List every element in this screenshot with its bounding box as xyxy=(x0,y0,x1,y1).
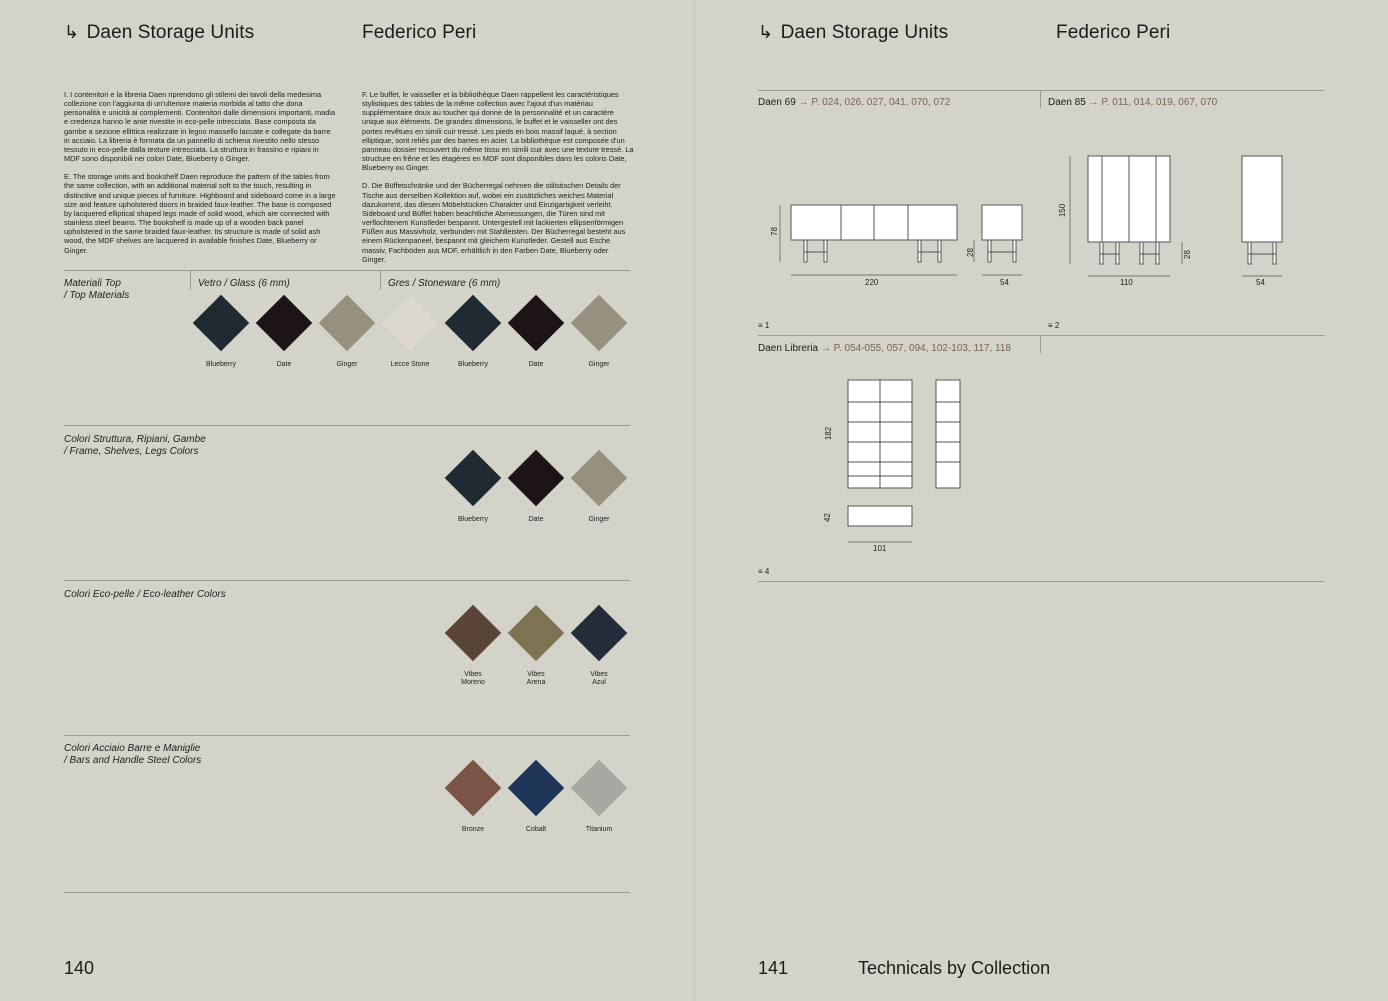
daen-85-front-drawing xyxy=(1064,150,1294,285)
swatch[interactable] xyxy=(571,450,627,523)
right-title-text: Daen Storage Units xyxy=(780,22,949,43)
swatch[interactable] xyxy=(508,450,564,523)
divider xyxy=(64,425,630,426)
divider xyxy=(758,335,1324,336)
swatch[interactable] xyxy=(571,295,627,368)
page-number: 140 xyxy=(64,958,95,978)
swatch[interactable] xyxy=(445,295,501,368)
footer-title: Technicals by Collection xyxy=(858,958,1051,978)
swatch-name: Cobalt xyxy=(525,826,547,833)
leg xyxy=(1248,242,1251,264)
divider xyxy=(1040,90,1041,108)
dim-depth: 54 xyxy=(1000,278,1009,287)
dim-width: 220 xyxy=(865,278,879,287)
swatch-name: Date xyxy=(528,516,544,523)
leg xyxy=(1013,240,1016,262)
swatch-color xyxy=(508,605,565,662)
swatch-color xyxy=(445,295,502,352)
swatch-name: Blueberry xyxy=(458,516,488,523)
product-page-refs[interactable]: → P. 024, 026, 027, 041, 070, 072 xyxy=(798,97,951,108)
product-daen-69[interactable] xyxy=(758,97,950,108)
dim-leg: 28 xyxy=(1182,250,1192,259)
top-materials-label: Materiali Top / Top Materials xyxy=(64,278,130,301)
dim-depth: 42 xyxy=(822,513,832,522)
swatch-name: Lecce Stone xyxy=(390,361,430,368)
swatch-color xyxy=(445,605,502,662)
right-page xyxy=(694,0,1388,1001)
leg xyxy=(918,240,921,262)
swatch-color xyxy=(382,295,439,352)
note-number: 4 xyxy=(764,567,770,576)
right-designer: Federico Peri xyxy=(1056,22,1171,43)
frame-colors-label: Colori Struttura, Ripiani, Gambe / Frame, Shelves, Legs Colors xyxy=(64,434,206,457)
corner-arrow-icon: ↳ xyxy=(758,22,774,42)
bookshelf-top-view xyxy=(848,506,912,526)
eco-leather-label: Colori Eco-pelle / Eco-leather Colors xyxy=(64,589,226,600)
leg xyxy=(824,240,827,262)
swatch-color xyxy=(508,295,565,352)
swatch[interactable] xyxy=(382,295,438,368)
swatch-color xyxy=(193,295,250,352)
swatch-color xyxy=(508,760,565,817)
leg xyxy=(1116,242,1119,264)
swatch-name: Date xyxy=(528,361,544,368)
list-icon: ≡ xyxy=(758,321,763,330)
swatch[interactable] xyxy=(445,605,501,686)
bookshelf-side xyxy=(936,380,960,488)
product-daen-85[interactable] xyxy=(1048,97,1217,108)
divider xyxy=(380,270,381,290)
leg xyxy=(988,240,991,262)
product-page-refs[interactable]: → P. 011, 014, 019, 067, 070 xyxy=(1088,97,1218,108)
left-section-title xyxy=(64,22,254,44)
stoneware-group-label: Gres / Stoneware (6 mm) xyxy=(388,278,501,289)
dim-height: 182 xyxy=(824,426,834,441)
list-icon: ≡ xyxy=(758,567,763,576)
swatch[interactable] xyxy=(445,450,501,523)
swatch-name: Ginger xyxy=(588,361,610,368)
swatch-name: Blueberry xyxy=(458,361,488,368)
steel-colors-label: Colori Acciaio Barre e Maniglie / Bars and Handle Steel Colors xyxy=(64,743,202,766)
glass-group-label: Vetro / Glass (6 mm) xyxy=(198,278,290,289)
product-name: Daen 69 xyxy=(758,97,796,108)
swatch[interactable] xyxy=(256,295,312,368)
swatch-color xyxy=(571,295,628,352)
swatch-color xyxy=(571,760,628,817)
divider xyxy=(758,581,1324,582)
swatch-color xyxy=(319,295,376,352)
daen-69-front-drawing xyxy=(774,195,1034,285)
leg xyxy=(1100,242,1103,264)
swatch-name: Titanium xyxy=(585,826,613,833)
dim-width: 101 xyxy=(873,544,887,553)
list-icon: ≡ xyxy=(1048,321,1053,330)
swatch[interactable] xyxy=(508,760,564,833)
swatch-color xyxy=(571,605,628,662)
divider xyxy=(190,270,191,290)
swatch-name: Vibes Arena xyxy=(526,671,546,686)
swatch-name: Blueberry xyxy=(206,361,236,368)
note-number: 1 xyxy=(764,321,770,330)
intro-french: F. Le buffet, le vaisseller et la bibliothèque Daen rappellent les caractéristiques stylistiques des tables de la même collection avec l'ajout d'un matériau supplémentaire doux au toucher qui donne de la personnalité et un caractère unique aux éléments. De grandes dimensions, le buffet et le vaisseller ont des portes revêtues en simili cuir tressé. Les pieds en bois massif laqué, à section elliptique, sont reliés par des barres en acier. La bibliothèque est composée d'un panneau dossier recouvert du même tissu en simili cuir avec une texture tressé. La structure en frêne et les étagères en MDF sont disponibles dans les coloris Date, Blueberry ou Ginger. xyxy=(362,90,634,173)
dim-height: 150 xyxy=(1058,203,1068,218)
swatch-name: Vibes Moreno xyxy=(461,671,485,686)
swatch-color xyxy=(571,450,628,507)
product-daen-libreria[interactable] xyxy=(758,343,1011,354)
swatch-name: Ginger xyxy=(588,516,610,523)
intro-english: E. The storage units and bookshelf Daen reproduce the pattern of the tables from the same collection, with an additional material soft to the touch, resulting in distinctive and unique pieces of furniture. Highboard and sideboard come in a large size and feature upholstered doors in braided faux-leather. The base is composed by lacquered elliptical shaped legs made of solid wood, which are connected with stainless steel beams. The bookshelf is made up of a wooden back panel upholstered in the same braided faux-leather. Its structure is made of solid ash wood, the MDF shelves are lacquered in available finishes Date, Blueberry or Ginger. xyxy=(64,172,336,255)
divider xyxy=(1040,335,1041,353)
dim-width: 110 xyxy=(1120,278,1133,287)
swatch-color xyxy=(445,450,502,507)
left-title-text: Daen Storage Units xyxy=(86,22,255,43)
divider xyxy=(758,90,1324,91)
product-name: Daen Libreria xyxy=(758,343,819,354)
swatch-name: Date xyxy=(276,361,292,368)
divider xyxy=(64,580,630,581)
leg xyxy=(1273,242,1276,264)
note-number: 2 xyxy=(1054,321,1060,330)
swatch-name: Bronze xyxy=(461,826,485,833)
swatch[interactable] xyxy=(193,295,249,368)
daen-libreria-drawing xyxy=(824,376,974,551)
swatch[interactable] xyxy=(571,760,627,833)
dim-leg: 28 xyxy=(965,248,975,257)
swatch[interactable] xyxy=(571,605,627,686)
divider xyxy=(64,270,630,271)
dim-height: 78 xyxy=(769,227,779,236)
product-name: Daen 85 xyxy=(1048,97,1086,108)
intro-italian: I. I contenitori e la libreria Daen riprendono gli stilemi dei tavoli della medesima collezione con l'aggiunta di un'ulteriore materia morbida al tatto che dona personalità e unicità ai complementi. Contenitori dalle dimensioni importanti, madia e credenza hanno le ante rivestite in eco-pelle intrecciata. Base composta da gambe a sezione ellittica realizzate in legno massello laccate e collegate da barre in acciaio. La libreria è formata da un pannello di schiena rivestito nello stesso tessuto in eco-pelle dalla texture intrecciata. La struttura in frassino e ripiani in MDF sono disponibili nei colori Date, Blueberry o Ginger. xyxy=(64,90,336,164)
swatch-name: Vibes Azul xyxy=(590,671,608,686)
intro-column-1 xyxy=(64,90,336,264)
side-body xyxy=(982,205,1022,240)
swatch[interactable] xyxy=(319,295,375,368)
page-number: 141 xyxy=(758,958,789,978)
divider xyxy=(64,892,630,893)
right-section-title xyxy=(758,22,948,44)
dim-depth: 54 xyxy=(1256,278,1265,287)
swatch-color xyxy=(445,760,502,817)
product-page-refs[interactable]: → P. 054-055, 057, 094, 102-103, 117, 118 xyxy=(820,343,1011,354)
divider xyxy=(64,735,630,736)
leg xyxy=(938,240,941,262)
swatch-color xyxy=(508,450,565,507)
swatch[interactable] xyxy=(445,760,501,833)
intro-german: D. Die Büffetschränke und der Bücherregal nehmen die stilistischen Details der Tische aus derselben Kollektion auf, wobei ein zusätzliches weiches Material dazukommt, das diesen Möbelstücken Charakter und Einzigartigkeit verleiht. Sideboard und Büffet haben beachtliche Abmessungen, die Türen sind mit verflochtenem Kunstleder bespannt. Untergestell mit lackierten ellipsenförmigen Füßen aus Massivholz, verbunden mit Stahlleisten. Der Bücherregal besteht aus einem Rückenpaneel, bespannt mit gleichem Kunstleder. Gestell aus Esche massiv, Fachböden aus MDF, erhältlich in den Farben Date, Blueberry oder Ginger. xyxy=(362,181,626,264)
leg xyxy=(1156,242,1159,264)
side-body xyxy=(1242,156,1282,242)
note-ref xyxy=(1048,321,1059,330)
swatch[interactable] xyxy=(508,605,564,686)
swatch-name: Ginger xyxy=(336,361,358,368)
leg xyxy=(804,240,807,262)
note-ref xyxy=(758,321,769,330)
note-ref xyxy=(758,567,769,576)
leg xyxy=(1140,242,1143,264)
swatch[interactable] xyxy=(508,295,564,368)
corner-arrow-icon: ↳ xyxy=(64,22,80,42)
swatch-color xyxy=(256,295,313,352)
left-designer: Federico Peri xyxy=(362,22,477,43)
intro-column-2 xyxy=(362,90,634,273)
